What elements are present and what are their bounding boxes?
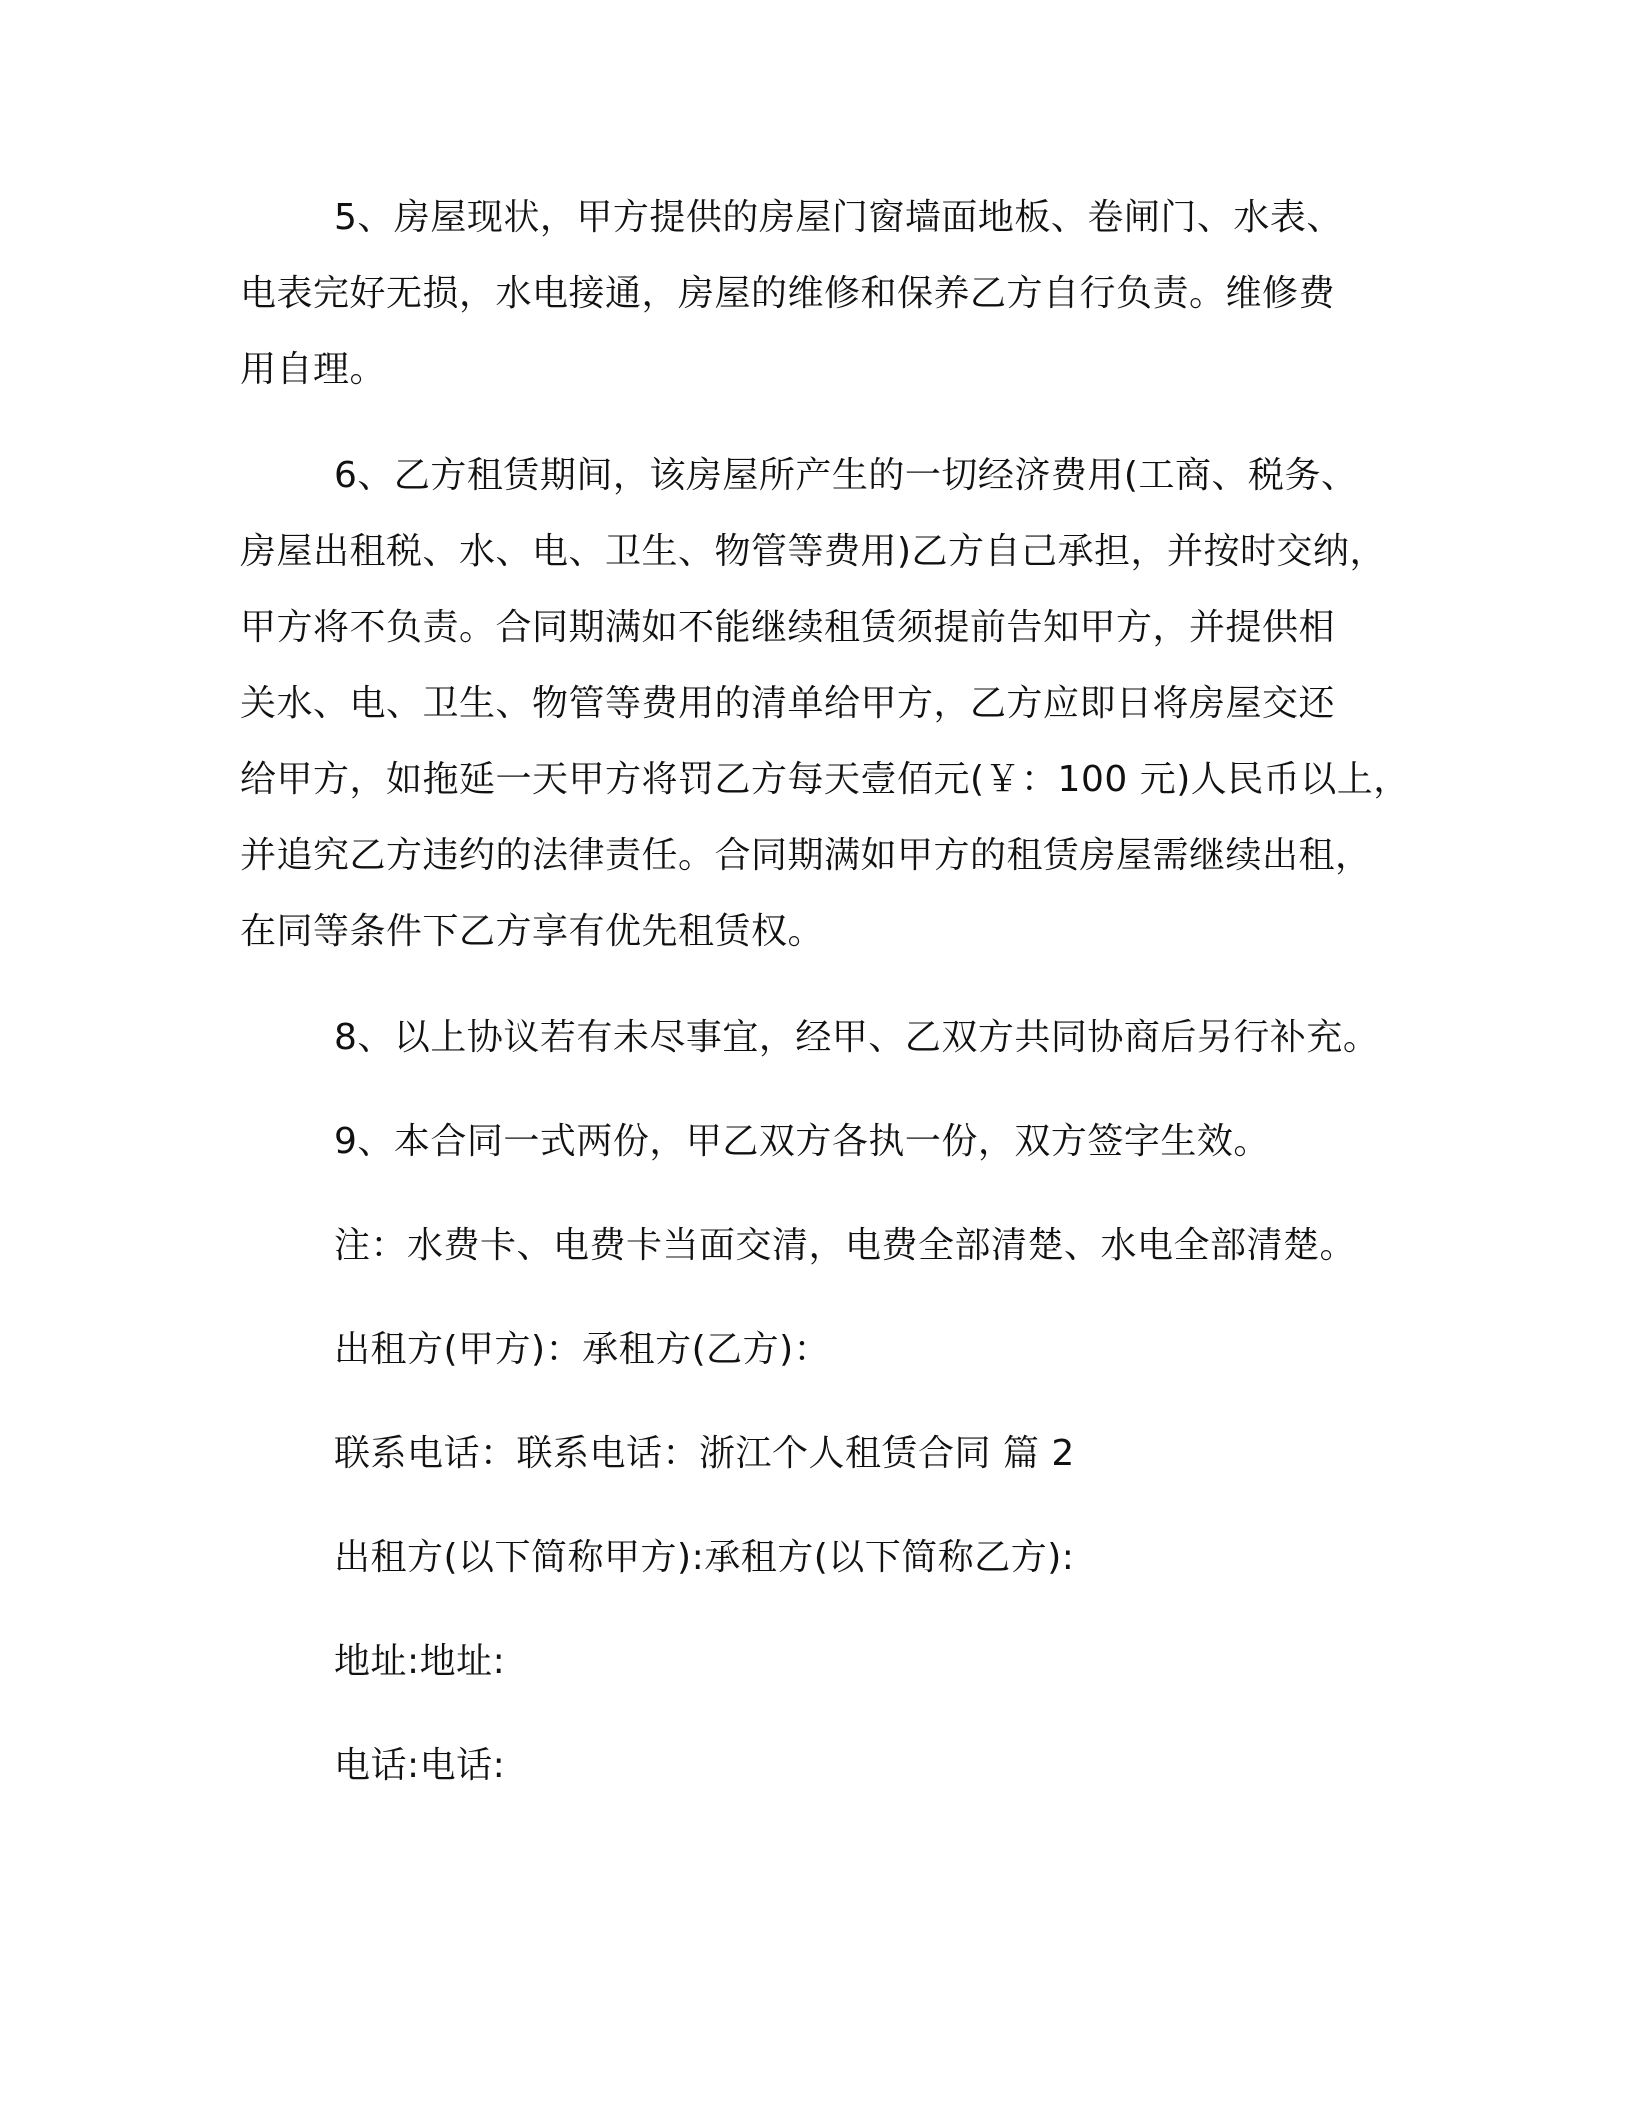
address-line: 地址:地址: [334,1641,506,1682]
clause-6-line-2: 房屋出租税、水、电、卫生、物管等费用)乙方自己承担，并按时交纳， [240,531,1387,572]
parties-line: 出租方(甲方)：承租方(乙方)： [334,1329,831,1370]
contact-line: 联系电话：联系电话：浙江个人租赁合同 篇 2 [334,1433,1075,1474]
clause-5-line-2: 电表完好无损，水电接通，房屋的维修和保养乙方自行负责。维修费 [240,273,1336,314]
clause-6-line-3: 甲方将不负责。合同期满如不能继续租赁须提前告知甲方，并提供相 [240,607,1336,648]
parties-2-line: 出租方(以下简称甲方):承租方(以下简称乙方): [334,1537,1075,1578]
clause-6-line-7: 在同等条件下乙方享有优先租赁权。 [240,911,825,952]
phone-line: 电话:电话: [334,1745,506,1786]
clause-9: 9、本合同一式两份，甲乙双方各执一份，双方签字生效。 [334,1121,1270,1162]
clause-6-line-4: 关水、电、卫生、物管等费用的清单给甲方，乙方应即日将房屋交还 [240,683,1336,724]
clause-6-line-5: 给甲方，如拖延一天甲方将罚乙方每天壹佰元(￥：100 元)人民币以上， [240,759,1410,800]
clause-5-line-3: 用自理。 [240,349,387,390]
clause-5-line-1: 5、房屋现状，甲方提供的房屋门窗墙面地板、卷闸门、水表、 [334,197,1343,238]
clause-6-line-6: 并追究乙方违约的法律责任。合同期满如甲方的租赁房屋需继续出租， [240,835,1372,876]
note-line: 注：水费卡、电费卡当面交清，电费全部清楚、水电全部清楚。 [334,1225,1357,1266]
clause-6-line-1: 6、乙方租赁期间，该房屋所产生的一切经济费用(工商、税务、 [334,455,1358,496]
clause-8: 8、以上协议若有未尽事宜，经甲、乙双方共同协商后另行补充。 [334,1017,1380,1058]
